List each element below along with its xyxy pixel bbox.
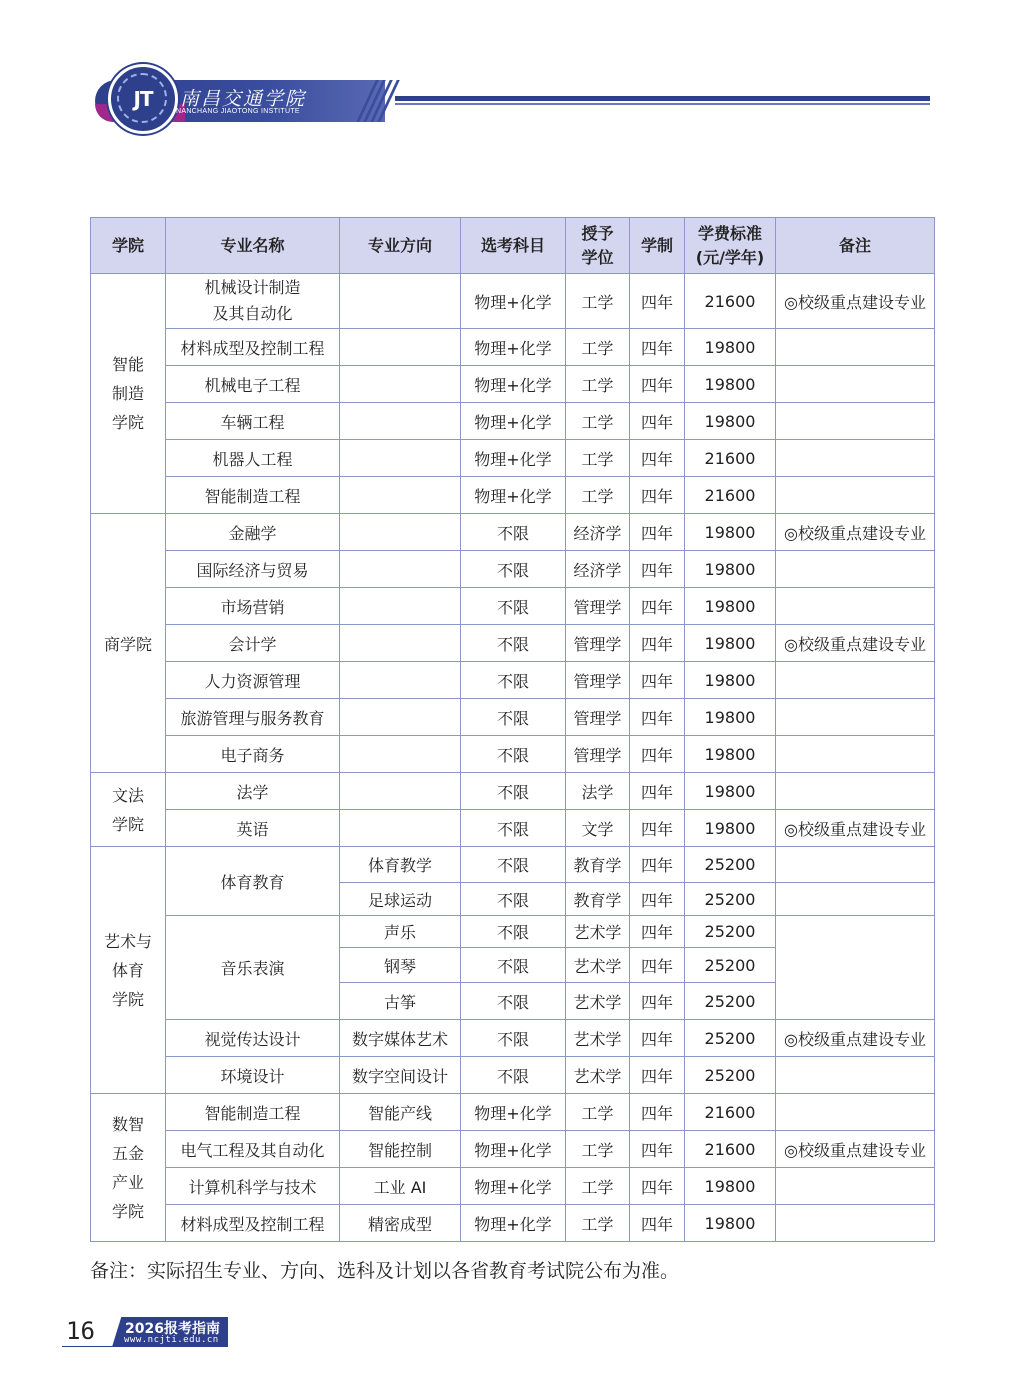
major-cell: 金融学 xyxy=(166,514,340,551)
college-cell: 商学院 xyxy=(91,514,166,773)
degree-cell: 艺术学 xyxy=(566,948,630,983)
duration-cell: 四年 xyxy=(630,1094,685,1131)
degree-cell: 艺术学 xyxy=(566,1020,630,1057)
fee-cell: 19800 xyxy=(685,810,776,847)
fee-cell: 19800 xyxy=(685,1205,776,1242)
duration-cell: 四年 xyxy=(630,883,685,916)
major-cell: 车辆工程 xyxy=(166,403,340,440)
direction-cell: 足球运动 xyxy=(340,883,461,916)
duration-cell: 四年 xyxy=(630,403,685,440)
header-college: 学院 xyxy=(91,218,166,274)
remark-cell xyxy=(776,699,935,736)
college-cell: 数智 五金 产业 学院 xyxy=(91,1094,166,1242)
table-row xyxy=(91,514,935,551)
subjects-cell: 物理+化学 xyxy=(461,274,566,329)
major-cell: 材料成型及控制工程 xyxy=(166,329,340,366)
table-row xyxy=(91,440,935,477)
direction-cell xyxy=(340,366,461,403)
direction-cell xyxy=(340,403,461,440)
table-row xyxy=(91,403,935,440)
fee-cell: 25200 xyxy=(685,1020,776,1057)
header-major: 专业名称 xyxy=(166,218,340,274)
subjects-cell: 物理+化学 xyxy=(461,1168,566,1205)
degree-cell: 工学 xyxy=(566,366,630,403)
degree-cell: 工学 xyxy=(566,1131,630,1168)
direction-cell xyxy=(340,588,461,625)
major-cell: 机械电子工程 xyxy=(166,366,340,403)
table-row xyxy=(91,773,935,810)
subjects-cell: 物理+化学 xyxy=(461,329,566,366)
table-row xyxy=(91,1131,935,1168)
duration-cell: 四年 xyxy=(630,662,685,699)
subjects-cell: 不限 xyxy=(461,699,566,736)
degree-cell: 工学 xyxy=(566,274,630,329)
table-row xyxy=(91,551,935,588)
subjects-cell: 不限 xyxy=(461,1020,566,1057)
direction-cell xyxy=(340,699,461,736)
duration-cell: 四年 xyxy=(630,366,685,403)
degree-cell: 艺术学 xyxy=(566,916,630,948)
degree-cell: 经济学 xyxy=(566,551,630,588)
degree-cell: 工学 xyxy=(566,440,630,477)
major-cell: 机器人工程 xyxy=(166,440,340,477)
subjects-cell: 不限 xyxy=(461,916,566,948)
table-row xyxy=(91,477,935,514)
major-cell: 体育教育 xyxy=(166,847,340,916)
college-cell: 艺术与 体育 学院 xyxy=(91,847,166,1094)
subjects-cell: 不限 xyxy=(461,662,566,699)
degree-cell: 工学 xyxy=(566,1168,630,1205)
remark-cell xyxy=(776,1205,935,1242)
direction-cell: 声乐 xyxy=(340,916,461,948)
direction-cell xyxy=(340,810,461,847)
duration-cell: 四年 xyxy=(630,329,685,366)
subjects-cell: 不限 xyxy=(461,847,566,883)
table-row xyxy=(91,625,935,662)
subjects-cell: 物理+化学 xyxy=(461,1131,566,1168)
major-cell: 智能制造工程 xyxy=(166,477,340,514)
major-cell: 视觉传达设计 xyxy=(166,1020,340,1057)
fee-cell: 19800 xyxy=(685,1168,776,1205)
fee-cell: 19800 xyxy=(685,403,776,440)
table-row xyxy=(91,274,935,329)
fee-cell: 25200 xyxy=(685,847,776,883)
table-row xyxy=(91,699,935,736)
subjects-cell: 不限 xyxy=(461,625,566,662)
subjects-cell: 不限 xyxy=(461,883,566,916)
major-cell: 智能制造工程 xyxy=(166,1094,340,1131)
direction-cell: 智能产线 xyxy=(340,1094,461,1131)
direction-cell xyxy=(340,477,461,514)
fee-cell: 19800 xyxy=(685,514,776,551)
degree-cell: 工学 xyxy=(566,329,630,366)
degree-cell: 管理学 xyxy=(566,625,630,662)
subjects-cell: 不限 xyxy=(461,736,566,773)
degree-cell: 管理学 xyxy=(566,662,630,699)
direction-cell: 精密成型 xyxy=(340,1205,461,1242)
subjects-cell: 不限 xyxy=(461,810,566,847)
fee-cell: 19800 xyxy=(685,588,776,625)
remark-cell xyxy=(776,662,935,699)
website-url: www.ncjti.edu.cn xyxy=(124,1335,219,1345)
subjects-cell: 不限 xyxy=(461,948,566,983)
logo-text: JT xyxy=(133,87,153,111)
remark-cell xyxy=(776,477,935,514)
table-row xyxy=(91,588,935,625)
major-cell: 材料成型及控制工程 xyxy=(166,1205,340,1242)
direction-cell xyxy=(340,274,461,329)
duration-cell: 四年 xyxy=(630,440,685,477)
duration-cell: 四年 xyxy=(630,514,685,551)
degree-cell: 法学 xyxy=(566,773,630,810)
table-row xyxy=(91,366,935,403)
duration-cell: 四年 xyxy=(630,1020,685,1057)
table-header-row xyxy=(91,218,935,274)
subjects-cell: 不限 xyxy=(461,588,566,625)
remark-cell xyxy=(776,403,935,440)
fee-cell: 25200 xyxy=(685,883,776,916)
duration-cell: 四年 xyxy=(630,1057,685,1094)
fee-cell: 19800 xyxy=(685,329,776,366)
degree-cell: 工学 xyxy=(566,477,630,514)
school-name-en: NANCHANG JIAOTONG INSTITUTE xyxy=(176,108,300,115)
direction-cell xyxy=(340,736,461,773)
header-stripes xyxy=(360,80,400,122)
degree-cell: 艺术学 xyxy=(566,983,630,1020)
table-row xyxy=(91,1168,935,1205)
remark-cell xyxy=(776,1057,935,1094)
duration-cell: 四年 xyxy=(630,699,685,736)
duration-cell: 四年 xyxy=(630,736,685,773)
table-row xyxy=(91,1057,935,1094)
direction-cell xyxy=(340,625,461,662)
major-cell: 法学 xyxy=(166,773,340,810)
direction-cell: 体育教学 xyxy=(340,847,461,883)
subjects-cell: 物理+化学 xyxy=(461,440,566,477)
fee-cell: 19800 xyxy=(685,625,776,662)
remark-cell xyxy=(776,366,935,403)
duration-cell: 四年 xyxy=(630,773,685,810)
degree-cell: 管理学 xyxy=(566,699,630,736)
guide-title: 2026报考指南 xyxy=(125,1321,220,1337)
remark-cell: ◎校级重点建设专业 xyxy=(776,514,935,551)
footer-rule xyxy=(62,1346,222,1347)
remark-cell xyxy=(776,440,935,477)
college-cell: 文法 学院 xyxy=(91,773,166,847)
header-degree: 授予 学位 xyxy=(566,218,630,274)
header-remark: 备注 xyxy=(776,218,935,274)
direction-cell xyxy=(340,551,461,588)
degree-cell: 教育学 xyxy=(566,883,630,916)
duration-cell: 四年 xyxy=(630,983,685,1020)
duration-cell: 四年 xyxy=(630,1168,685,1205)
fee-cell: 19800 xyxy=(685,662,776,699)
remark-cell xyxy=(776,1094,935,1131)
direction-cell xyxy=(340,662,461,699)
duration-cell: 四年 xyxy=(630,810,685,847)
page-header xyxy=(0,0,1024,140)
header-duration: 学制 xyxy=(630,218,685,274)
remark-cell xyxy=(776,329,935,366)
school-logo xyxy=(108,64,178,134)
direction-cell: 钢琴 xyxy=(340,948,461,983)
table-row xyxy=(91,736,935,773)
major-cell: 会计学 xyxy=(166,625,340,662)
duration-cell: 四年 xyxy=(630,625,685,662)
page-number: 16 xyxy=(66,1317,95,1345)
header-fee: 学费标准 (元/学年) xyxy=(685,218,776,274)
table-row xyxy=(91,1094,935,1131)
major-cell: 旅游管理与服务教育 xyxy=(166,699,340,736)
fee-cell: 21600 xyxy=(685,477,776,514)
remark-cell xyxy=(776,847,935,883)
fee-cell: 19800 xyxy=(685,773,776,810)
major-cell: 计算机科学与技术 xyxy=(166,1168,340,1205)
degree-cell: 管理学 xyxy=(566,736,630,773)
degree-cell: 经济学 xyxy=(566,514,630,551)
remark-cell xyxy=(776,883,935,916)
direction-cell xyxy=(340,440,461,477)
college-cell: 智能 制造 学院 xyxy=(91,274,166,514)
major-cell: 环境设计 xyxy=(166,1057,340,1094)
direction-cell xyxy=(340,329,461,366)
subjects-cell: 不限 xyxy=(461,1057,566,1094)
majors-table xyxy=(90,217,935,1242)
degree-cell: 艺术学 xyxy=(566,1057,630,1094)
subjects-cell: 物理+化学 xyxy=(461,1094,566,1131)
duration-cell: 四年 xyxy=(630,588,685,625)
fee-cell: 19800 xyxy=(685,366,776,403)
duration-cell: 四年 xyxy=(630,274,685,329)
duration-cell: 四年 xyxy=(630,551,685,588)
duration-cell: 四年 xyxy=(630,847,685,883)
degree-cell: 管理学 xyxy=(566,588,630,625)
degree-cell: 工学 xyxy=(566,403,630,440)
fee-cell: 25200 xyxy=(685,916,776,948)
fee-cell: 25200 xyxy=(685,948,776,983)
table-row xyxy=(91,1205,935,1242)
subjects-cell: 物理+化学 xyxy=(461,1205,566,1242)
subjects-cell: 不限 xyxy=(461,773,566,810)
direction-cell: 工业 AI xyxy=(340,1168,461,1205)
degree-cell: 工学 xyxy=(566,1205,630,1242)
fee-cell: 25200 xyxy=(685,1057,776,1094)
subjects-cell: 物理+化学 xyxy=(461,403,566,440)
subjects-cell: 不限 xyxy=(461,983,566,1020)
fee-cell: 21600 xyxy=(685,1131,776,1168)
header-direction: 专业方向 xyxy=(340,218,461,274)
fee-cell: 21600 xyxy=(685,1094,776,1131)
degree-cell: 文学 xyxy=(566,810,630,847)
degree-cell: 工学 xyxy=(566,1094,630,1131)
direction-cell: 数字空间设计 xyxy=(340,1057,461,1094)
major-cell: 电子商务 xyxy=(166,736,340,773)
remark-cell xyxy=(776,1168,935,1205)
table-row xyxy=(91,329,935,366)
major-cell: 国际经济与贸易 xyxy=(166,551,340,588)
direction-cell: 古筝 xyxy=(340,983,461,1020)
fee-cell: 21600 xyxy=(685,274,776,329)
remark-cell xyxy=(776,916,935,1020)
subjects-cell: 不限 xyxy=(461,514,566,551)
header-subjects: 选考科目 xyxy=(461,218,566,274)
duration-cell: 四年 xyxy=(630,477,685,514)
table-row xyxy=(91,916,935,948)
direction-cell: 数字媒体艺术 xyxy=(340,1020,461,1057)
table-row xyxy=(91,1020,935,1057)
table-row xyxy=(91,847,935,883)
direction-cell xyxy=(340,773,461,810)
table-row xyxy=(91,810,935,847)
major-cell: 市场营销 xyxy=(166,588,340,625)
remark-cell: ◎校级重点建设专业 xyxy=(776,1020,935,1057)
direction-cell: 智能控制 xyxy=(340,1131,461,1168)
fee-cell: 19800 xyxy=(685,551,776,588)
header-rule-thin xyxy=(395,103,930,105)
school-name-cn: 南昌交通学院 xyxy=(180,88,307,110)
duration-cell: 四年 xyxy=(630,1205,685,1242)
remark-cell: ◎校级重点建设专业 xyxy=(776,1131,935,1168)
fee-cell: 21600 xyxy=(685,440,776,477)
header-rule xyxy=(395,96,930,101)
direction-cell xyxy=(340,514,461,551)
degree-cell: 教育学 xyxy=(566,847,630,883)
remark-cell xyxy=(776,551,935,588)
fee-cell: 25200 xyxy=(685,983,776,1020)
remark-cell xyxy=(776,773,935,810)
remark-cell: ◎校级重点建设专业 xyxy=(776,625,935,662)
duration-cell: 四年 xyxy=(630,948,685,983)
fee-cell: 19800 xyxy=(685,699,776,736)
fee-cell: 19800 xyxy=(685,736,776,773)
major-cell: 机械设计制造 及其自动化 xyxy=(166,274,340,329)
subjects-cell: 不限 xyxy=(461,551,566,588)
remark-cell: ◎校级重点建设专业 xyxy=(776,274,935,329)
footnote: 备注：实际招生专业、方向、选科及计划以各省教育考试院公布为准。 xyxy=(90,1260,680,1282)
major-cell: 音乐表演 xyxy=(166,916,340,1020)
remark-cell: ◎校级重点建设专业 xyxy=(776,810,935,847)
major-cell: 人力资源管理 xyxy=(166,662,340,699)
table-row xyxy=(91,662,935,699)
remark-cell xyxy=(776,736,935,773)
major-cell: 英语 xyxy=(166,810,340,847)
subjects-cell: 物理+化学 xyxy=(461,477,566,514)
remark-cell xyxy=(776,588,935,625)
subjects-cell: 物理+化学 xyxy=(461,366,566,403)
major-cell: 电气工程及其自动化 xyxy=(166,1131,340,1168)
duration-cell: 四年 xyxy=(630,1131,685,1168)
duration-cell: 四年 xyxy=(630,916,685,948)
